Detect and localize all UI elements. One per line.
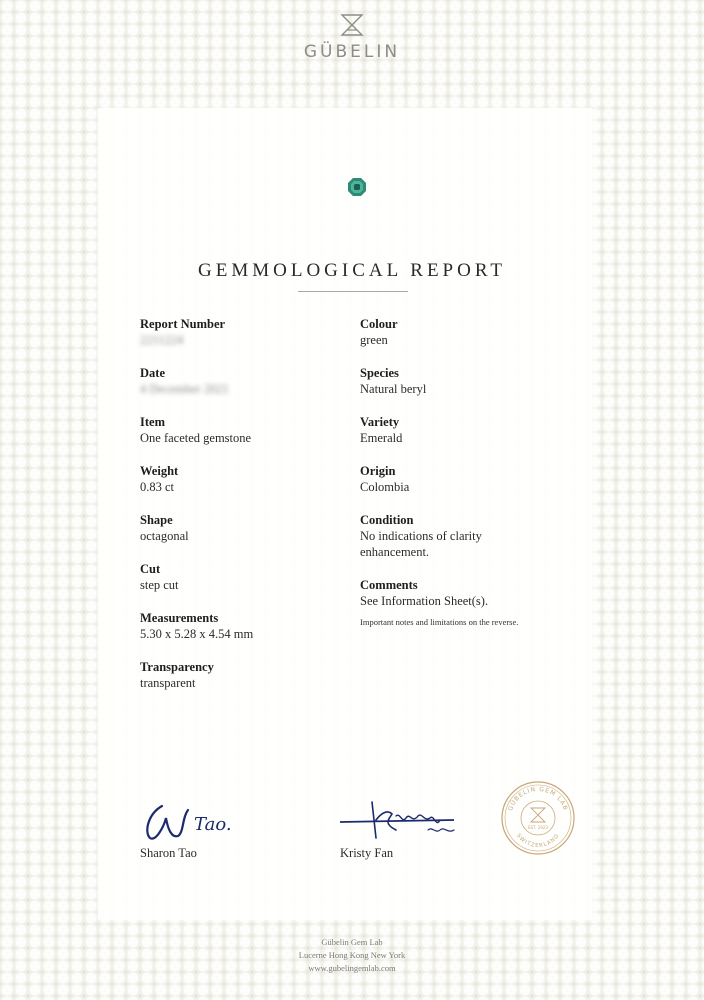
field-origin xyxy=(360,463,570,512)
signatory-name: Sharon Tao xyxy=(140,846,197,860)
field-shape xyxy=(140,512,340,561)
field-label: Condition xyxy=(360,513,414,527)
field-cut xyxy=(140,561,340,610)
field-label: Date xyxy=(140,366,165,380)
field-report-number xyxy=(140,316,340,365)
footer xyxy=(0,936,704,975)
field-label: Colour xyxy=(360,317,398,331)
field-comments xyxy=(360,577,570,611)
field-date xyxy=(140,365,340,414)
right-field-column xyxy=(360,316,570,627)
field-value-line: enhancement. xyxy=(360,545,430,559)
gubelin-logo-icon xyxy=(339,14,365,36)
left-field-column xyxy=(140,316,340,708)
field-label: Item xyxy=(140,415,165,429)
footer-website-link[interactable]: www.gubelingemlab.com xyxy=(308,963,396,973)
signature-sharon-tao xyxy=(138,796,248,846)
field-label: Shape xyxy=(140,513,173,527)
field-label: Measurements xyxy=(140,611,219,625)
svg-text:Tao.: Tao. xyxy=(194,814,232,835)
field-value-line: No indications of clarity xyxy=(360,529,482,543)
field-value: Natural beryl xyxy=(360,382,427,396)
reverse-notes-text: Important notes and limitations on the reverse. xyxy=(360,617,519,627)
field-value-obscured: 4 December 2021 xyxy=(140,382,229,396)
field-condition xyxy=(360,512,570,577)
field-value: 0.83 ct xyxy=(140,480,175,494)
field-value: One faceted gemstone xyxy=(140,431,252,445)
field-measurements xyxy=(140,610,340,659)
field-value: 5.30 x 5.28 x 4.54 mm xyxy=(140,627,254,641)
field-transparency xyxy=(140,659,340,708)
field-value: See Information Sheet(s). xyxy=(360,594,489,608)
brand-name: GÜBELIN xyxy=(303,42,401,62)
field-value-obscured: 2211224 xyxy=(140,333,184,347)
field-value: Emerald xyxy=(360,431,403,445)
field-label: Origin xyxy=(360,464,396,478)
field-label: Transparency xyxy=(140,660,214,674)
gem-lab-seal-icon xyxy=(500,780,576,856)
footer-lab-name: Gübelin Gem Lab xyxy=(321,937,383,947)
field-label: Weight xyxy=(140,464,179,478)
field-colour xyxy=(360,316,570,365)
signatory-name: Kristy Fan xyxy=(340,846,394,860)
field-value: octagonal xyxy=(140,529,189,543)
field-value: transparent xyxy=(140,676,196,690)
title-divider xyxy=(298,291,408,292)
field-label: Comments xyxy=(360,578,418,592)
field-variety xyxy=(360,414,570,463)
emerald-gem-icon xyxy=(348,178,366,196)
svg-text:SWITZERLAND: SWITZERLAND xyxy=(515,832,561,850)
field-value: Colombia xyxy=(360,480,410,494)
field-label: Report Number xyxy=(140,317,226,331)
field-value: green xyxy=(360,333,388,347)
svg-text:EST. 1923: EST. 1923 xyxy=(528,825,548,830)
signature-kristy-fan xyxy=(336,798,468,842)
report-title: GEMMOLOGICAL REPORT xyxy=(198,260,506,281)
svg-text:GÜBELIN GEM LAB: GÜBELIN GEM LAB xyxy=(507,785,569,812)
field-value: step cut xyxy=(140,578,179,592)
field-weight xyxy=(140,463,340,512)
field-species xyxy=(360,365,570,414)
field-label: Cut xyxy=(140,562,161,576)
field-item xyxy=(140,414,340,463)
field-label: Variety xyxy=(360,415,400,429)
header xyxy=(0,14,704,62)
footer-locations: Lucerne Hong Kong New York xyxy=(298,950,406,960)
field-label: Species xyxy=(360,366,399,380)
